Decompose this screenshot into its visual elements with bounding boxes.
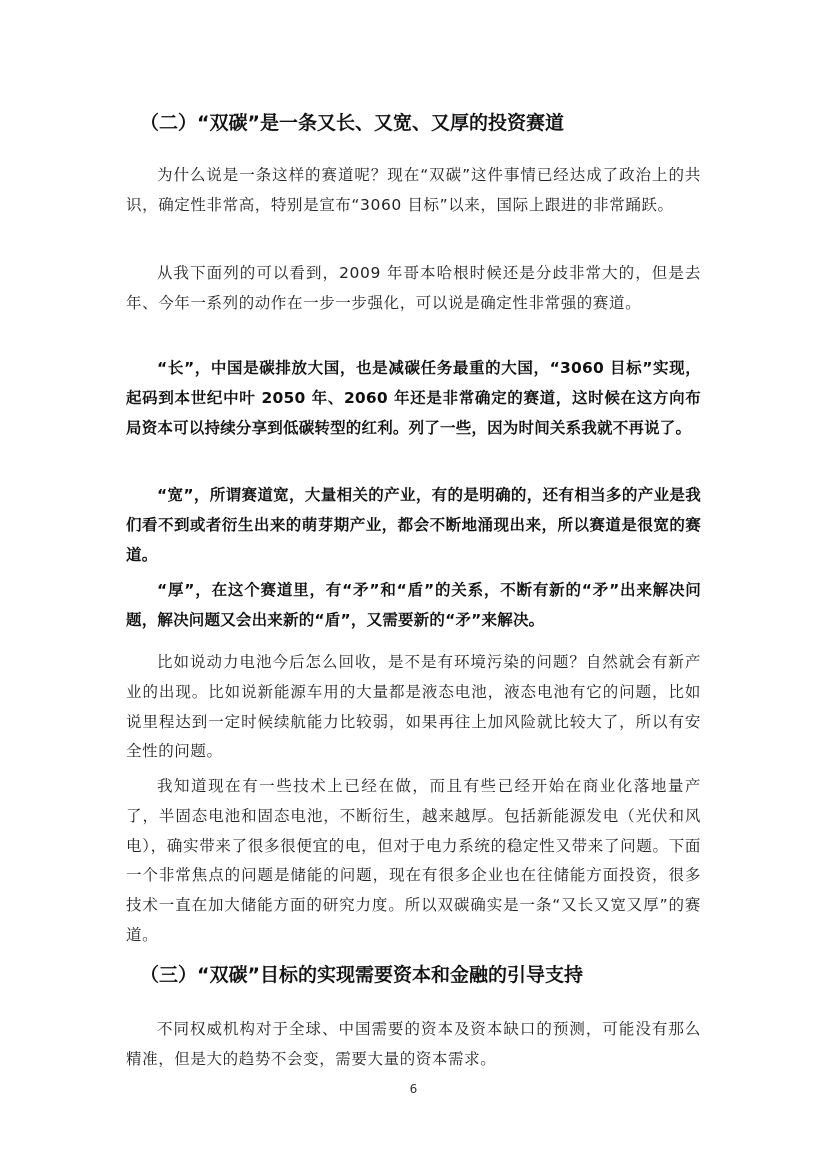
paragraph-storage: 我知道现在有一些技术上已经在做，而且有些已经开始在商业化落地量产了，半固态电池和固态电池，不断衍生，越来越厚。包括新能源发电（光伏和风电），确实带来了很多很便宜的电，但对于电力系统的稳定性又带来了问题。下面一个非常焦点的问题是储能的问题，现在有很多企业也在往储能方面投资，很多技术一直在加大储能方面的研究力度。所以双碳确实是一条“又长又宽又厚”的赛道。 xyxy=(126,777,701,944)
paragraph-wide: “宽”，所谓赛道宽，大量相关的产业，有的是明确的，还有相当多的产业是我们看不到或者衍生出来的萌芽期产业，都会不断地涌现出来，所以赛道是很宽的赛道。 xyxy=(126,486,701,564)
section-heading-2: （二）“双碳”是一条又长、又宽、又厚的投资赛道 xyxy=(140,112,564,134)
paragraph-long: “长”，中国是碳排放大国，也是减碳任务最重的大国，“3060 目标”实现，起码到本世纪中叶 2050 年、2060 年还是非常确定的赛道，这时候在这方向布局资本可以持续分享到低碳转型的红利。列了一些，因为时间关系我就不再说了。 xyxy=(126,359,701,437)
paragraph-capital: 不同权威机构对于全球、中国需要的资本及资本缺口的预测，可能没有那么精准，但是大的趋势不会变，需要大量的资本需求。 xyxy=(126,1020,701,1068)
paragraph-copenhagen: 从我下面列的可以看到，2009 年哥本哈根时候还是分歧非常大的，但是去年、今年一系列的动作在一步一步强化，可以说是确定性非常强的赛道。 xyxy=(126,264,701,312)
paragraph-intro: 为什么说是一条这样的赛道呢？现在“双碳”这件事情已经达成了政治上的共识，确定性非常高，特别是宣布“3060 目标”以来，国际上跟进的非常踊跃。 xyxy=(126,166,701,214)
paragraph-battery: 比如说动力电池今后怎么回收，是不是有环境污染的问题？自然就会有新产业的出现。比如说新能源车用的大量都是液态电池，液态电池有它的问题，比如说里程达到一定时候续航能力比较弱，如果再往上加风险就比较大了，所以有安全性的问题。 xyxy=(126,653,701,761)
section-heading-3: （三）“双碳”目标的实现需要资本和金融的引导支持 xyxy=(140,964,583,986)
page-number: 6 xyxy=(409,1082,418,1096)
paragraph-thick: “厚”，在这个赛道里，有“矛”和“盾”的关系，不断有新的“矛”出来解决问题，解决问题又会出来新的“盾”，又需要新的“矛”来解决。 xyxy=(126,581,701,629)
